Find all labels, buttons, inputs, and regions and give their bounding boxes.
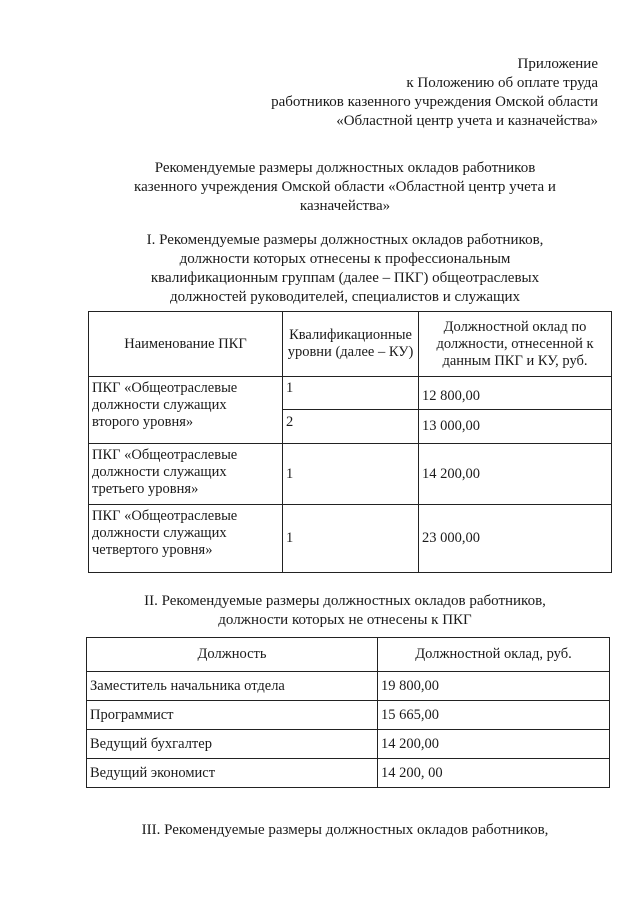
section-heading-line: должности которых отнесены к профессиональным	[179, 251, 511, 267]
position-cell: Ведущий экономист	[87, 759, 378, 788]
non-pkg-salary-table	[86, 637, 610, 788]
table-row	[87, 730, 610, 759]
salary-cell: 14 200,00	[378, 730, 610, 759]
position-cell: Заместитель начальника отдела	[87, 672, 378, 701]
table-row	[87, 672, 610, 701]
title-line: Рекомендуемые размеры должностных окладов работников	[154, 160, 536, 176]
document-title	[0, 159, 640, 216]
table-row	[87, 759, 610, 788]
position-cell: Ведущий бухгалтер	[87, 730, 378, 759]
salary-cell: 23 000,00	[419, 505, 612, 573]
table-row	[89, 444, 612, 505]
ku-cell: 1	[283, 505, 419, 573]
appendix-line: работников казенного учреждения Омской области	[271, 94, 598, 110]
pkg-salary-table	[88, 311, 612, 573]
salary-cell: 12 800,00	[419, 377, 612, 410]
column-header-pkg: Наименование ПКГ	[89, 312, 283, 377]
pkg-name-cell: ПКГ «Общеотраслевые должности служащих четвертого уровня»	[89, 505, 283, 573]
column-header-salary: Должностной оклад, руб.	[378, 638, 610, 672]
section-heading-line: должностей руководителей, специалистов и служащих	[169, 289, 521, 305]
table-row	[89, 505, 612, 573]
section-1-heading	[0, 231, 640, 307]
appendix-line: «Областной центр учета и казначейства»	[336, 113, 598, 129]
section-heading-line: квалификационным группам (далее – ПКГ) общеотраслевых	[150, 270, 540, 286]
section-heading-line: III. Рекомендуемые размеры должностных окладов работников,	[141, 822, 549, 838]
pkg-name-cell: ПКГ «Общеотраслевые должности служащих третьего уровня»	[89, 444, 283, 505]
section-heading-line: должности которых не отнесены к ПКГ	[218, 612, 472, 628]
appendix-header	[271, 55, 598, 131]
pkg-name-cell: ПКГ «Общеотраслевые должности служащих второго уровня»	[89, 377, 283, 444]
ku-cell: 1	[283, 377, 419, 410]
section-heading-line: II. Рекомендуемые размеры должностных окладов работников,	[144, 593, 546, 609]
salary-cell: 15 665,00	[378, 701, 610, 730]
column-header-salary: Должностной оклад по должности, отнесенной к данным ПКГ и КУ, руб.	[419, 312, 612, 377]
appendix-line: Приложение	[517, 56, 598, 72]
section-2-heading	[0, 592, 640, 630]
ku-cell: 1	[283, 444, 419, 505]
salary-cell: 13 000,00	[419, 410, 612, 444]
table-header-row	[89, 312, 612, 377]
table-row	[87, 701, 610, 730]
position-cell: Программист	[87, 701, 378, 730]
table-header-row	[87, 638, 610, 672]
ku-cell: 2	[283, 410, 419, 444]
column-header-position: Должность	[87, 638, 378, 672]
salary-cell: 19 800,00	[378, 672, 610, 701]
table-row	[89, 377, 612, 410]
appendix-line: к Положению об оплате труда	[406, 75, 598, 91]
title-line: казенного учреждения Омской области «Областной центр учета и	[134, 179, 556, 195]
salary-cell: 14 200, 00	[378, 759, 610, 788]
title-line: казначейства»	[299, 198, 391, 214]
section-heading-line: I. Рекомендуемые размеры должностных окладов работников,	[146, 232, 544, 248]
section-3-heading	[0, 821, 640, 840]
column-header-ku: Квалификационные уровни (далее – КУ)	[283, 312, 419, 377]
salary-cell: 14 200,00	[419, 444, 612, 505]
